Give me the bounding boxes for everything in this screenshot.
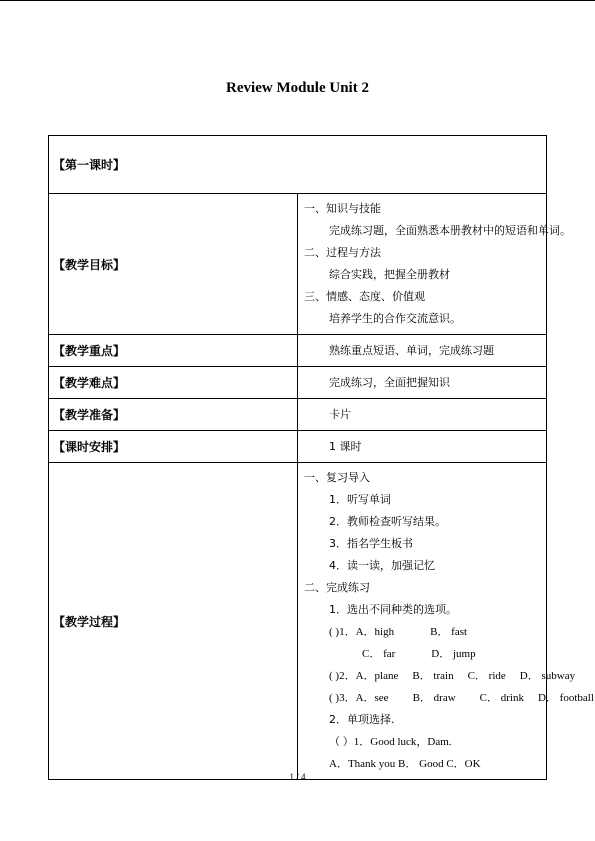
option-c: C． drink [479,692,524,704]
answer-options: A．Thank you B． Good C．OK [329,758,481,770]
option-d: D． football [537,692,594,704]
row-period [49,136,547,194]
difficulty-text: 完成练习，全面把握知识 [329,375,450,389]
review-item: 3．指名学生板书 [329,537,413,550]
row-schedule [49,431,547,463]
row-goals [49,194,547,335]
question-line [302,643,546,665]
question-prefix: ( )3．A．see [329,692,389,704]
prep-label: 【教学准备】 [49,399,298,431]
practice-heading: 二、完成练习 [304,581,370,594]
question-line: （ ）1．Good luck，Dam. [329,736,452,748]
schedule-label: 【课时安排】 [49,431,298,463]
goal-line: 三、情感、态度、价值观 [304,290,425,303]
page-top-rule [0,0,595,1]
option-d: D． subway [519,670,576,682]
goal-line: 一、知识与技能 [304,202,381,215]
goal-line: 综合实践，把握全册教材 [329,268,450,281]
option-c: C． ride [467,670,506,682]
goals-label: 【教学目标】 [49,194,298,335]
option-d: D． jump [431,648,476,660]
review-item: 1．听写单词 [329,493,391,506]
goals-content [298,194,571,335]
prep-content [298,399,547,431]
exercise-title: 1．选出不同种类的选项。 [329,603,457,616]
option-b: B． train [412,670,454,682]
schedule-content [298,431,547,463]
option-c: C． far [362,648,396,660]
option-b: B． fast [430,626,468,638]
process-content [298,463,594,780]
row-difficulty [49,367,547,399]
question-prefix: ( )2．A．plane [329,670,399,682]
goal-line: 完成练习题，全面熟悉本册教材中的短语和单词。 [329,224,571,237]
focus-label: 【教学重点】 [49,335,298,367]
goal-line: 二、过程与方法 [304,246,381,259]
question-prefix: ( )1．A．high [329,626,395,638]
review-item: 4．读一读，加强记忆 [329,559,435,572]
page-number: 1 / 4 [289,772,306,782]
schedule-text: 1 课时 [329,439,362,453]
row-prep [49,399,547,431]
focus-content [298,335,547,367]
option-b: B． draw [412,692,456,704]
difficulty-label: 【教学难点】 [49,367,298,399]
process-label: 【教学过程】 [49,463,298,780]
review-item: 2．教师检查听写结果。 [329,515,446,528]
lesson-plan-table [48,135,594,780]
question-line [302,621,546,643]
difficulty-content [298,367,547,399]
prep-text: 卡片 [329,407,351,421]
document-title: Review Module Unit 2 [226,80,369,96]
goal-line: 培养学生的合作交流意识。 [329,312,461,325]
row-process [49,463,547,780]
exercise-title: 2．单项选择. [329,713,395,726]
focus-text: 熟练重点短语、单词，完成练习题 [329,343,494,357]
period-label: 【第一课时】 [49,136,547,194]
review-heading: 一、复习导入 [304,471,370,484]
row-focus [49,335,547,367]
question-line [302,665,576,687]
question-line [302,687,594,709]
